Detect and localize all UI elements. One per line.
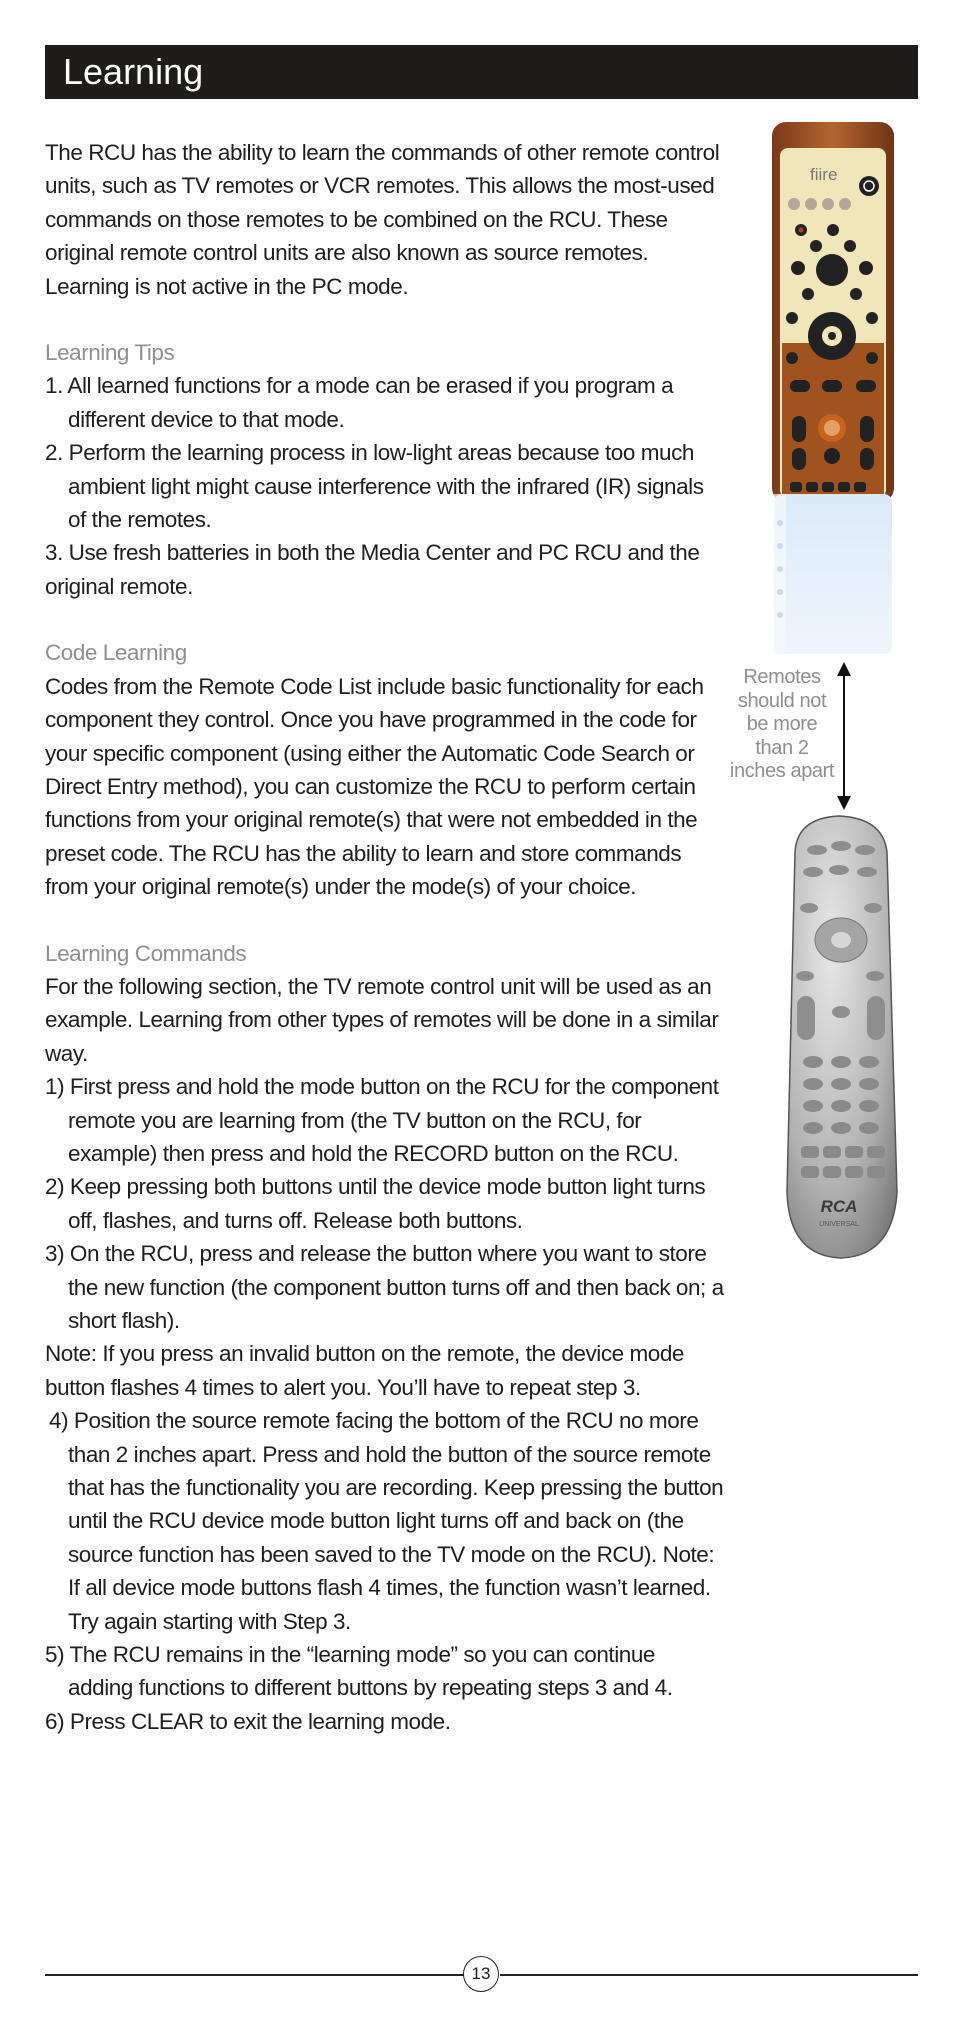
page-title: Learning (63, 51, 204, 92)
learning-tips-heading: Learning Tips (45, 340, 175, 366)
note-paragraph: Note: If you press an invalid button on the remote, the device mode button flashes 4 times to alert you. You’ll have to repeat step 3. (45, 1341, 684, 1400)
tip-item: 2. Perform the learning process in low-light areas because too much ambient light might cause interference with the infrared (IR) signals of the remotes. (45, 440, 704, 533)
title-bar (45, 45, 918, 99)
step-item: 6) Press CLEAR to exit the learning mode. (45, 1708, 451, 1734)
code-learning-heading: Code Learning (45, 640, 187, 666)
footer-divider-left (45, 1974, 465, 1976)
step-item: 5) The RCU remains in the “learning mode” so you can continue adding functions to different buttons by repeating steps 3 and 4. (45, 1642, 673, 1701)
intro-paragraph: The RCU has the ability to learn the commands of other remote control units, such as TV remotes or VCR remotes. This allows the most-used commands on those remotes to be combined on the RCU. These original remote control units are also known as source remotes. Learning is not active in the PC mode. (45, 140, 720, 299)
rca-remote-illustration (775, 812, 905, 1260)
step-item: 4) Position the source remote facing the bottom of the RCU no more than 2 inches apart. Press and hold the button of the source remote that has the functionality you are recording. Keep pressing the button until the RCU device mode button light turns off and back on (the source function has been saved to the TV mode on the RCU). Note: If all device mode buttons flash 4 times, the function wasn’t learned. Try again starting with Step 3. (49, 1408, 724, 1634)
commands-intro-paragraph: For the following section, the TV remote control unit will be used as an example. Learning from other types of remotes will be done in a similar way. (45, 973, 719, 1066)
page-number: 13 (463, 1956, 499, 1992)
step-item: 1) First press and hold the mode button on the RCU for the component remote you are learning from (the TV button on the RCU, for example) then press and hold the RECORD button on the RCU. (45, 1074, 719, 1166)
main-content (45, 136, 725, 1738)
learning-commands-heading: Learning Commands (45, 940, 247, 966)
tip-item: 3. Use fresh batteries in both the Media Center and PC RCU and the original remote. (45, 540, 700, 599)
fiire-remote-illustration (768, 118, 898, 658)
figure-caption: Remotes should not be more than 2 inches apart (729, 666, 835, 782)
step-item: 3) On the RCU, press and release the button where you want to store the new function (the component button turns off and then back on; a short flash). (45, 1241, 724, 1333)
rca-logo: RCA (820, 1197, 858, 1216)
code-learning-paragraph: Codes from the Remote Code List include basic functionality for each component they control. Once you have programmed in the code for your specific component (using either the Automatic Code Search or Direct Entry method), you can customize the RCU to perform certain functions from your original remote(s) that were not embedded in the preset code. The RCU has the ability to learn and store commands from your original remote(s) under the mode(s) of your choice. (45, 673, 704, 900)
fiire-logo: fiire (810, 165, 838, 184)
tip-item: 1. All learned functions for a mode can be erased if you program a different device to that mode. (45, 373, 674, 432)
rca-sublabel: UNIVERSAL (819, 1221, 859, 1228)
step-item: 2) Keep pressing both buttons until the device mode button light turns off, flashes, and turns off. Release both buttons. (45, 1174, 706, 1233)
double-arrow-icon (832, 662, 856, 810)
footer-divider-right (500, 1974, 918, 1976)
